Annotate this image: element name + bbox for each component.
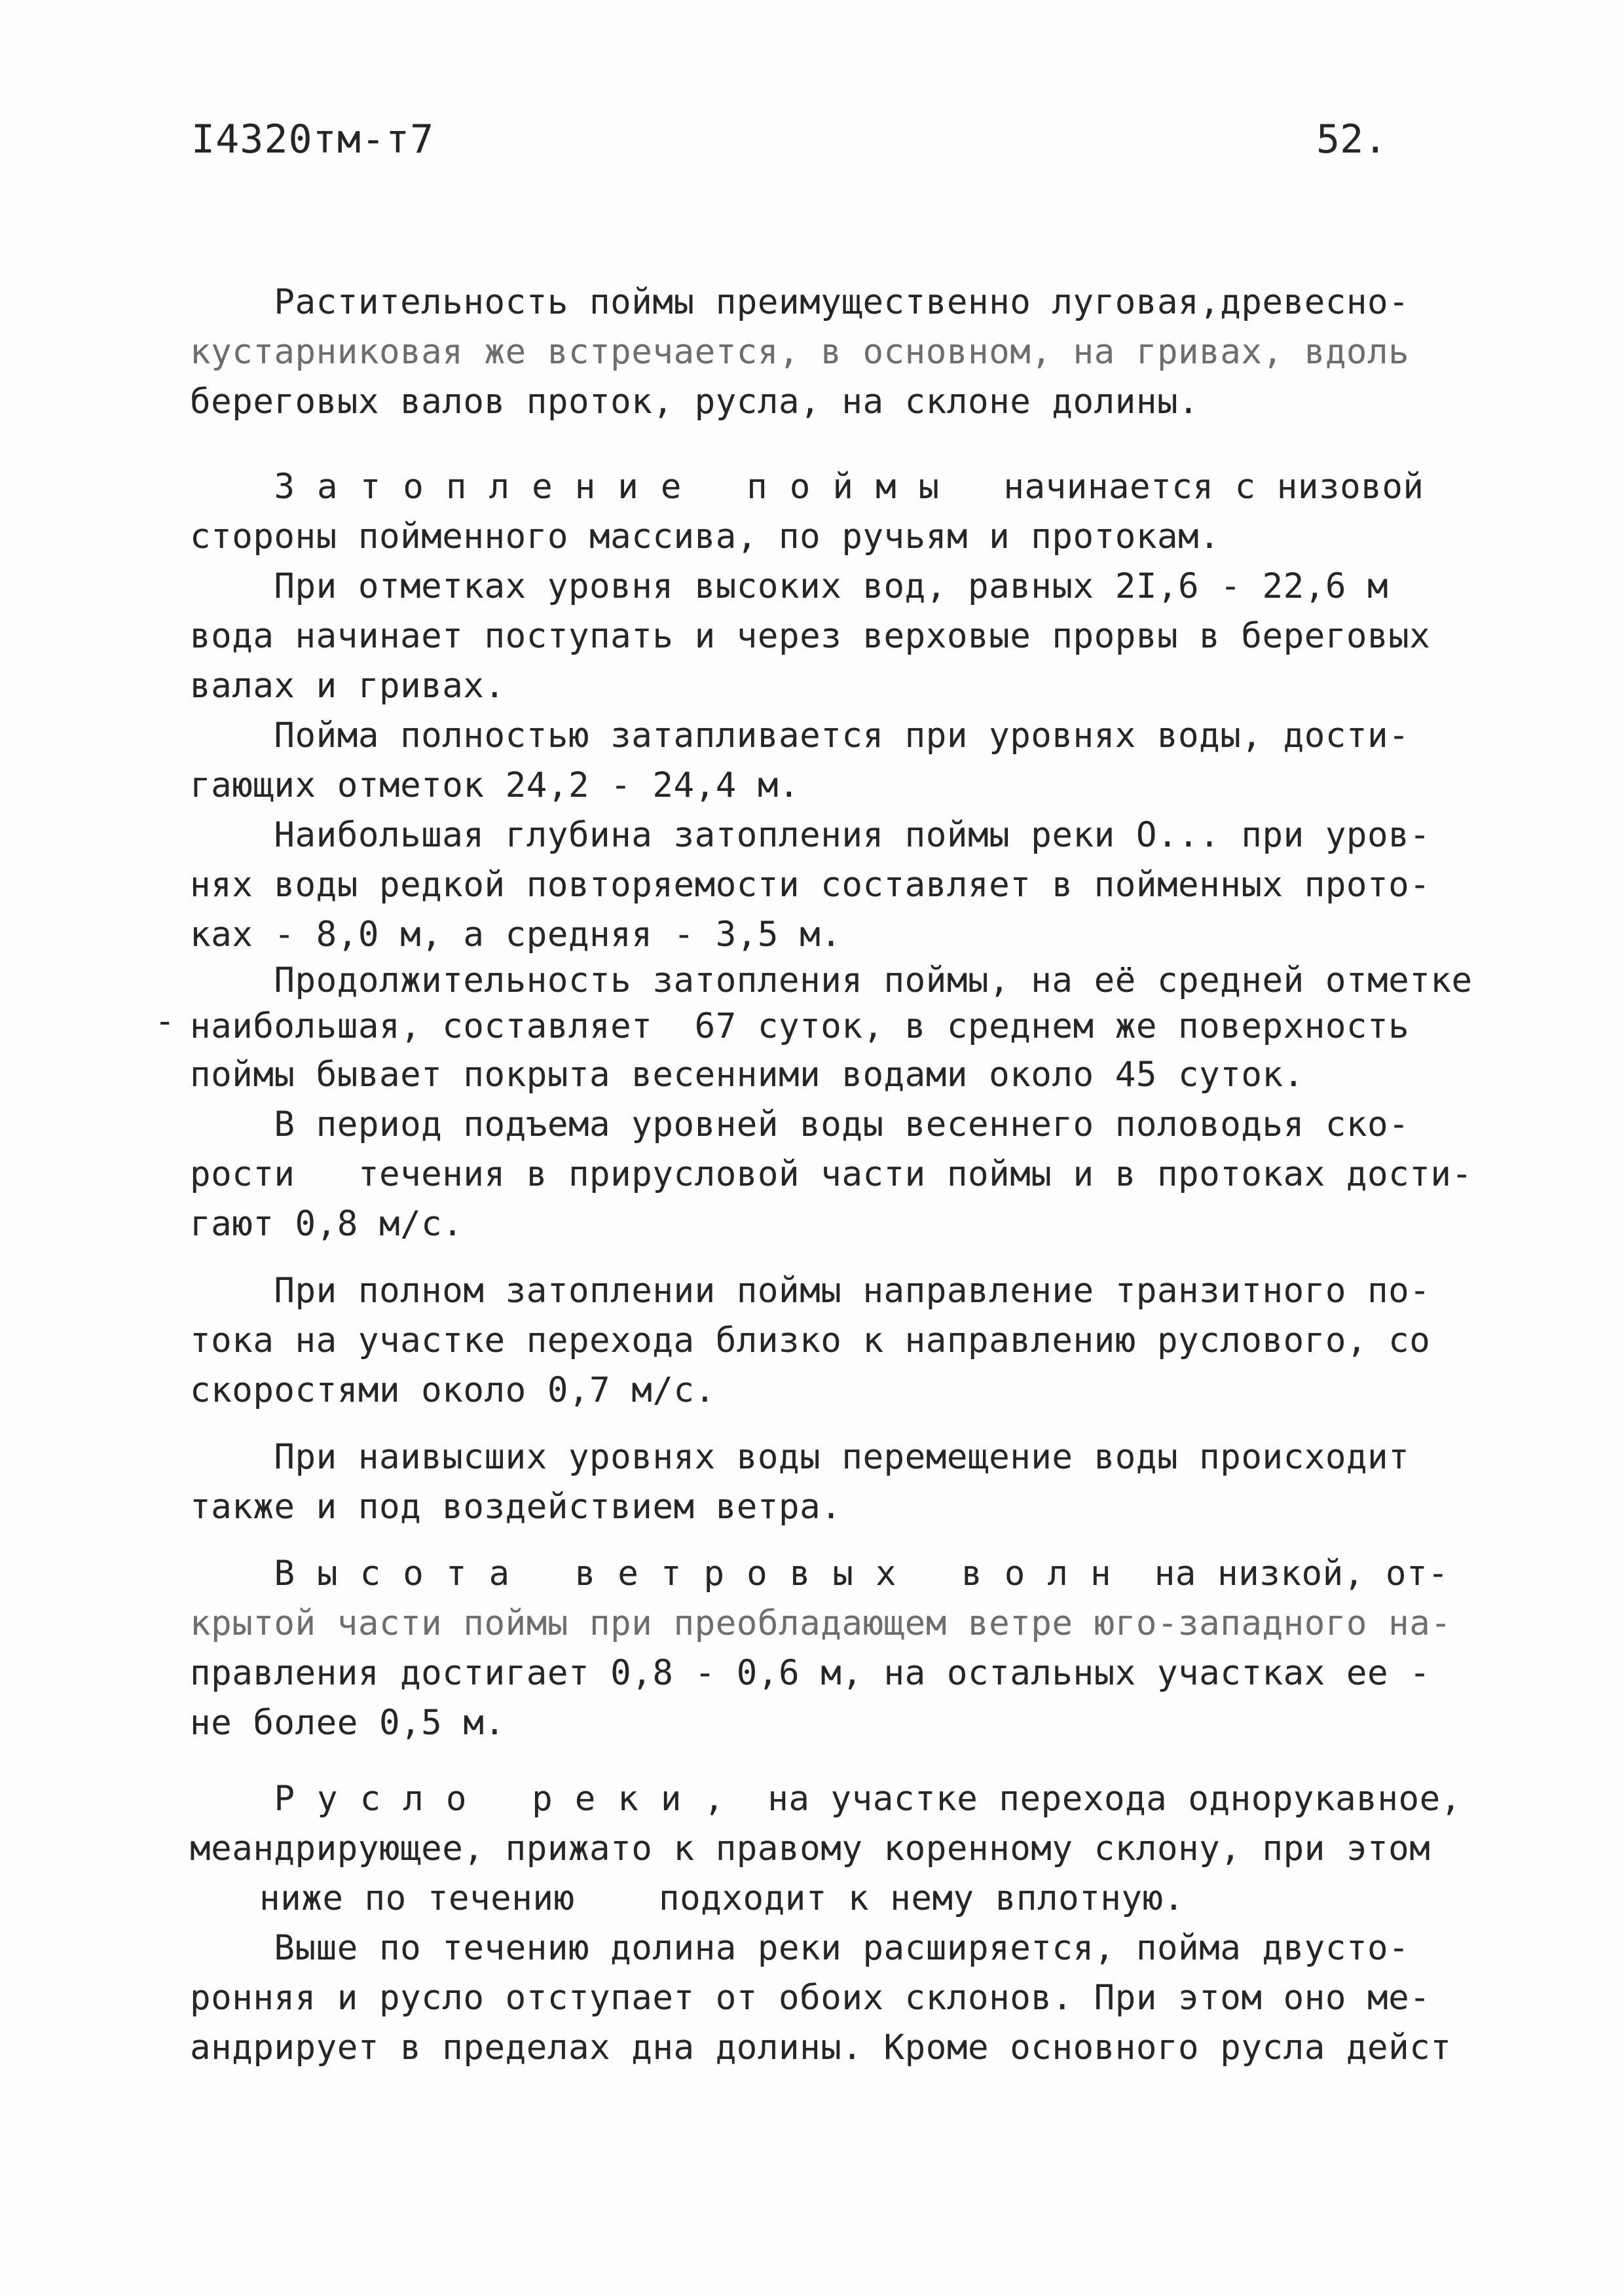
text-line: береговых валов проток, русла, на склоне долины.: [190, 382, 1200, 422]
spaced-heading: Затопление поймы: [274, 467, 962, 507]
document-code: I4320тм-т7: [191, 117, 435, 162]
text-line: валах и гривах.: [190, 666, 506, 706]
text-line: меандрирующее, прижато к правому коренному склону, при этом: [190, 1829, 1431, 1868]
text-line: ниже по течению подходит к нему вплотную.: [259, 1878, 1185, 1918]
text-line: гают 0,8 м/с.: [190, 1204, 464, 1244]
text-line: крытой части поймы при преобладающем ветре юго-западного на-: [190, 1603, 1452, 1643]
spaced-heading: Высота ветровых волн: [274, 1554, 1134, 1594]
text-line: Пойма полностью затапливается при уровнях воды, дости-: [190, 716, 1410, 756]
text-line: вода начинает поступать и через верховые прорвы в береговых: [190, 616, 1431, 656]
text-line: При полном затоплении поймы направление транзитного по-: [190, 1271, 1431, 1311]
text-line: При отметках уровня высоких вод, равных 2I,6 - 22,6 м: [190, 566, 1389, 606]
text-line: правления достигает 0,8 - 0,6 м, на остальных участках ее -: [190, 1653, 1431, 1693]
text-line: нях воды редкой повторяемости составляет в пойменных прото-: [190, 865, 1431, 905]
text-line: Высота ветровых волн на низкой, от-: [274, 1554, 1449, 1594]
text-line: наибольшая, составляет 67 суток, в среднем же поверхность: [190, 1006, 1410, 1046]
text-line: кустарниковая же встречается, в основном, на гривах, вдоль: [190, 332, 1410, 372]
text-line: поймы бывает покрыта весенними водами около 45 суток.: [190, 1055, 1304, 1095]
text-line: Выше по течению долина реки расширяется, пойма двусто-: [190, 1928, 1410, 1968]
text-line: тока на участке перехода близко к направлению руслового, со: [190, 1321, 1431, 1360]
text-line: андрирует в пределах дна долины. Кроме основного русла дейст: [190, 2028, 1452, 2068]
text-line: Русло реки, на участке перехода однорукавное,: [274, 1779, 1462, 1819]
text-line: не более 0,5 м.: [190, 1703, 506, 1743]
text-line: также и под воздействием ветра.: [190, 1487, 842, 1527]
text-line: ках - 8,0 м, а средняя - 3,5 м.: [190, 915, 842, 955]
text-line: гающих отметок 24,2 - 24,4 м.: [190, 765, 800, 805]
text-line: стороны пойменного массива, по ручьям и протокам.: [190, 517, 1221, 556]
text-line: Растительность поймы преимущественно луговая,древесно-: [190, 282, 1410, 322]
text-line: скоростями около 0,7 м/с.: [190, 1370, 716, 1410]
spaced-heading: Русло реки,: [274, 1779, 747, 1819]
page-number: 52.: [1316, 117, 1388, 162]
margin-mark: -: [155, 1002, 175, 1041]
text-line: Затопление поймы начинается с низовой: [274, 467, 1424, 507]
text-line: При наивысших уровнях воды перемещение воды происходит: [190, 1437, 1410, 1477]
text-line: Продолжительность затопления поймы, на её средней отметке: [190, 960, 1473, 1000]
text-line: ронняя и русло отступает от обоих склонов. При этом оно ме-: [190, 1978, 1431, 2018]
text-line: В период подъема уровней воды весеннего половодья ско-: [190, 1104, 1410, 1144]
text-line: рости течения в прирусловой части поймы и в протоках дости-: [190, 1154, 1473, 1194]
text-line: Наибольшая глубина затопления поймы реки О... при уров-: [190, 815, 1431, 855]
